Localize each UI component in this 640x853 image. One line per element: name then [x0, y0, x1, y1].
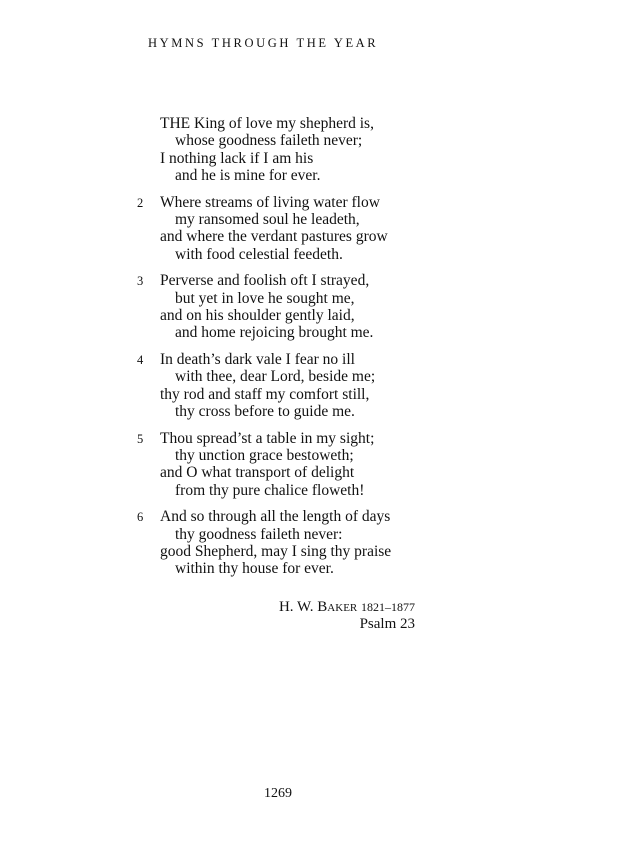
stanza-line: and home rejoicing brought me. [175, 324, 374, 342]
stanza-number: 3 [137, 274, 144, 289]
stanza-line: thy cross before to guide me. [175, 403, 355, 421]
stanza-line: but yet in love he sought me, [175, 289, 355, 307]
stanza-line: Perverse and foolish oft I strayed, [160, 272, 370, 290]
stanza-4 [130, 351, 430, 421]
stanza-number: 5 [137, 431, 144, 446]
stanza-number: 4 [137, 352, 144, 367]
stanza-line: thy unction grace bestoweth; [175, 446, 354, 464]
stanza-line: within thy house for ever. [175, 560, 334, 578]
running-head: HYMNS THROUGH THE YEAR [148, 36, 379, 50]
stanza-line: and he is mine for ever. [175, 167, 321, 185]
stanza-line: and where the verdant pastures grow [160, 228, 388, 246]
stanza-number: 6 [137, 510, 144, 525]
stanza-2 [130, 194, 430, 264]
page-number: 1269 [264, 786, 292, 801]
stanza-line: my ransomed soul he leadeth, [175, 211, 360, 229]
attribution [279, 599, 415, 633]
stanza-line: Thou spread’st a table in my sight; [160, 429, 375, 447]
stanza-5 [130, 430, 430, 500]
stanza-line: thy goodness faileth never: [175, 525, 343, 543]
stanza-line: THE King of love my shepherd is, [160, 115, 374, 132]
stanza-line: and O what transport of delight [160, 464, 355, 482]
hymn-text [130, 115, 430, 587]
stanza-line: In death’s dark vale I fear no ill [160, 350, 355, 368]
stanza-line: with food celestial feedeth. [175, 245, 343, 263]
stanza-line: I nothing lack if I am his [160, 149, 314, 167]
stanza-3 [130, 272, 430, 342]
scripture-source: Psalm 23 [359, 616, 415, 632]
stanza-line: Where streams of living water flow [160, 193, 380, 211]
stanza-1 [130, 115, 430, 185]
stanza-line: with thee, dear Lord, beside me; [175, 368, 376, 386]
stanza-number: 2 [137, 195, 144, 210]
stanza-6 [130, 508, 430, 578]
stanza-line: and on his shoulder gently laid, [160, 307, 355, 325]
author-name: H. W. Baker [278, 599, 358, 615]
stanza-line: whose goodness faileth never; [175, 132, 363, 150]
stanza-line: good Shepherd, may I sing thy praise [160, 542, 392, 560]
stanza-line: And so through all the length of days [160, 508, 391, 526]
author-dates: 1821–1877 [361, 600, 415, 614]
stanza-line: from thy pure chalice floweth! [175, 481, 365, 499]
author-line [279, 599, 415, 616]
stanza-line: thy rod and staff my comfort still, [160, 385, 370, 403]
